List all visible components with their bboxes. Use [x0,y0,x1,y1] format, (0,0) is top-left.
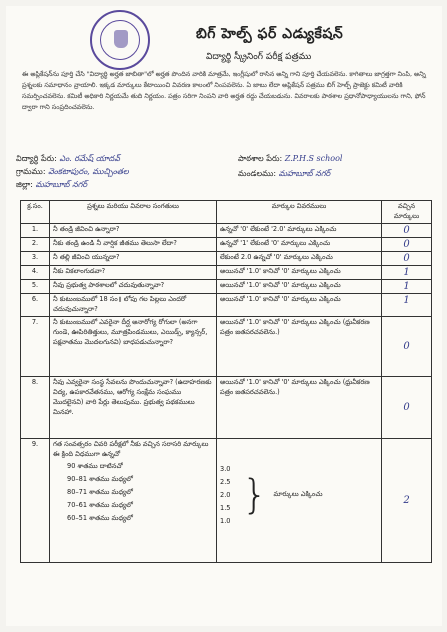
question-cell [50,439,217,563]
grade-point: 2.5 [220,477,231,486]
grade-point: 3.0 [220,464,231,473]
grade-point: 1.0 [220,516,231,525]
grade-marks-rule: మార్కులు ఎక్కించు [273,490,323,498]
question-cell: నీకు తండ్రి ఉండి నీ వార్షిక జీతము తెలుసా లేదా? [50,238,217,252]
right-brace-icon: } [242,472,268,518]
marks-rule-cell: అయినచో '1.0' కానిచో '0' మార్కులు ఎక్కించు (ధ్రువీకరణ పత్రం జతపరచవలెను.) [217,317,382,377]
district-value: మహబూబ్ నగర్ [35,180,88,189]
row-number: 9. [21,439,50,563]
column-header: క్ర.సం. [21,201,50,224]
school-label: పాఠశాల పేరు: [238,154,283,163]
table-row [21,280,432,294]
question-cell: నీ తండ్రి జీవించి ఉన్నారా? [50,224,217,238]
emblem-icon [114,30,128,48]
marks-rule-cell: అయినచో '1.0' కానిచో '0' మార్కులు ఎక్కించు [217,280,382,294]
row-number: 2. [21,238,50,252]
screening-table [20,200,432,563]
mandal-value: మహబూబ్ నగర్ [278,169,331,178]
form-title: బిగ్ హెల్ప్ ఫర్ ఎడ్యుకేషన్ [196,26,344,42]
table-row [21,238,432,252]
marks-rule-cell: అయినచో '1.0' కానిచో '0' మార్కులు ఎక్కించు (ధ్రువీకరణ పత్రం జతపరచవలెను.) [217,377,382,439]
table-header-row [21,201,432,224]
score-cell: 0 [382,224,432,238]
district-field [16,180,87,191]
grade-question: గత సంవత్సరం చివరి పరీక్షలో నీకు వచ్చిన సరాసరి మార్కులు ఈ క్రింది విధముగా ఉన్నచో [53,440,209,458]
village-label: గ్రామము: [16,167,46,176]
grade-range: 90 శాతము దాటినచో [67,462,123,470]
table-row [21,377,432,439]
instructions-paragraph: ఈ అప్లికేషన్‌ను పూర్తి చేసి "విద్యార్థి అర్హత జాబితా"లో అర్హత పొందిన వారికి మాత్రమే, ఇంగ్లీషులో రాసిన అన్ని గాని పూర్తి చేయవలెను. కాగితాలు జాగ్రత్తగా నింపి, అన్ని ప్రశ్నలకు సమాధానం వ్రాయాలి. ఇక్కడ మార్కులు కేటాయించి వివరణ కాలంలో నింపవలెను. ఏ జాబు లేదా అప్లికేషన్ పత్రము బిగ్ హెల్ప్ ప్రాజెక్టు కమిటీ వారికి సమర్పించవలెను. కమిటీ అధికారి నిర్ణయమే తుది నిర్ణయం. పత్రం సరిగా నింపని వారి అర్హత రద్దు చేయబడును. వివరాలకు పాఠశాల ప్రధానోపాధ్యాయులను గాని, ఫోన్ ద్వారా గాని సంప్రదించవలెను. [22,70,426,111]
row-number: 1. [21,224,50,238]
grade-point: 1.5 [220,503,231,512]
grade-range: 60–51 శాతము మధ్యలో [67,514,133,522]
student-value: ఎం. రమేష్ యాదవ్ [59,154,120,163]
question-cell: నీ తల్లి జీవించి యున్నదా? [50,252,217,266]
table-row [21,252,432,266]
form-subtitle: విద్యార్థి స్క్రీనింగ్ పరీక్ష పత్రము [206,52,312,62]
column-header: మార్కుల వివరములు [217,201,382,224]
marks-rule-cell: అయినచో '1.0' కానిచో '0' మార్కులు ఎక్కించు [217,294,382,317]
mandal-field [238,169,330,180]
row-number: 4. [21,266,50,280]
grade-points-list [220,463,242,528]
village-field [16,167,129,178]
question-cell: నీకు వికలాంగుడవా? [50,266,217,280]
question-cell: నీవు ప్రభుత్వ పాఠశాలలో చదువుతున్నావా? [50,280,217,294]
question-cell: నీవు ఎవ్వరైనా సంస్థ సేవలను పొందుచున్నావా? (ఉదాహరణకు విద్య, ఉపకారవేతనము, ఆరోగ్య సంక్షేమ సంఘము మొదలైనవి) వారి పేర్లు తెలుపుము. ప్రభుత్వ పథకములు మినహా. [50,377,217,439]
school-seal-stamp [90,10,150,70]
score-cell: 0 [382,252,432,266]
score-cell: 2 [382,439,432,563]
column-header: ప్రశ్నలు మరియు వివరాల సంగతులు [50,201,217,224]
row-number: 7. [21,317,50,377]
table-row [21,439,432,563]
row-number: 5. [21,280,50,294]
grade-point: 2.0 [220,490,231,499]
grade-range: 70–61 శాతము మధ్యలో [67,501,133,509]
marks-rule-cell: లేకుంటే 2.0 ఉన్నచో '0' మార్కులు ఎక్కించు [217,252,382,266]
student-field [16,154,120,165]
question-cell: నీ కుటుంబములో ఎవరైనా దీర్ఘ అనారోగ్య రోగులా (అనగా గుండె, ఊపిరితిత్తులు, మూత్రపిండములు, ఎయిడ్స్, క్యాన్సర్, పక్షవాతము మొదలగునవి) బాధపడుచున్నారా? [50,317,217,377]
grade-range: 90–81 శాతము మధ్యలో [67,475,133,483]
score-cell: 1 [382,280,432,294]
form-sheet [6,6,442,626]
score-cell: 1 [382,294,432,317]
marks-rule-cell [217,439,382,563]
column-header: వచ్చిన మార్కులు [382,201,432,224]
table-row [21,294,432,317]
mandal-label: మండలము: [238,169,277,178]
table-row [21,266,432,280]
row-number: 3. [21,252,50,266]
score-cell: 0 [382,317,432,377]
district-label: జిల్లా: [16,180,33,189]
score-cell: 0 [382,238,432,252]
marks-rule-cell: ఉన్నచో '1' లేకుంటే '0' మార్కులు ఎక్కించు [217,238,382,252]
student-label: విద్యార్థి పేరు: [16,154,57,163]
school-value: Z.P.H.S school [284,154,343,163]
table-row [21,224,432,238]
grade-points-block [220,440,378,550]
row-number: 6. [21,294,50,317]
grade-range: 80–71 శాతము మధ్యలో [67,488,133,496]
grade-range-list [53,460,213,525]
marks-rule-cell: అయినచో '1.0' కానిచో '0' మార్కులు ఎక్కించు [217,266,382,280]
village-value: వెంకటాపురం, ముచ్చింతల [48,167,129,176]
question-cell: నీ కుటుంబములో 18 సం॥ లోపు గల పిల్లలు ఎందరో చదువుచున్నారా? [50,294,217,317]
marks-rule-cell: ఉన్నచో '0' లేకుంటే '2.0' మార్కులు ఎక్కించు [217,224,382,238]
school-field [238,154,342,165]
score-cell: 0 [382,377,432,439]
score-cell: 1 [382,266,432,280]
table-row [21,317,432,377]
row-number: 8. [21,377,50,439]
